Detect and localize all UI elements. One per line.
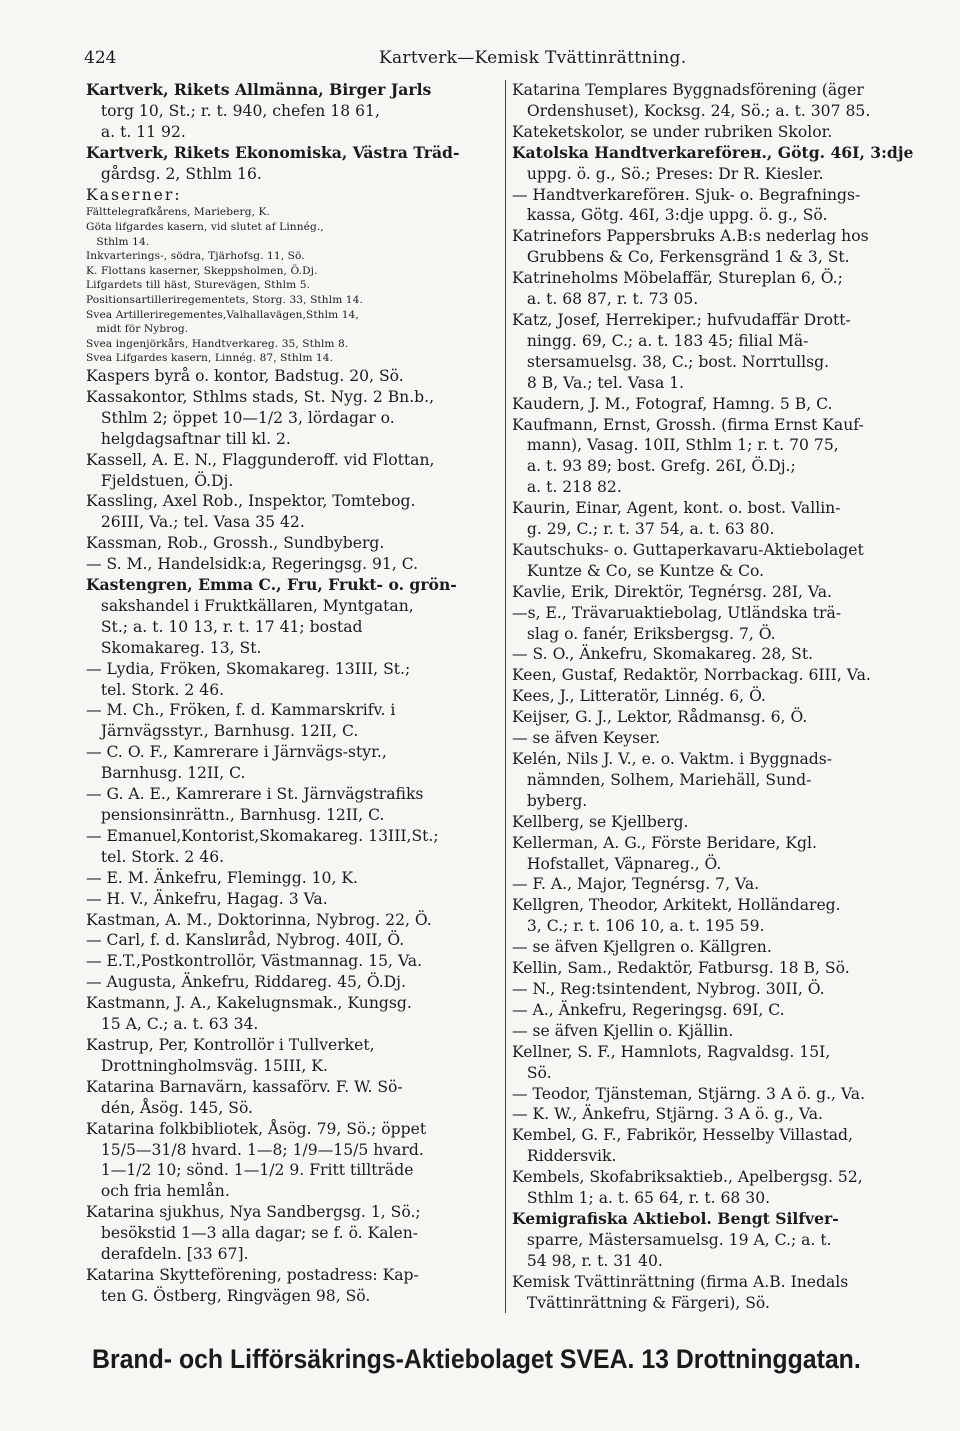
directory-entry-line: Kassakontor, Sthlms stads, St. Nyg. 2 Bn.b.,	[86, 387, 435, 406]
directory-entry-line: 15 A, C.; a. t. 63 34.	[86, 1015, 259, 1034]
directory-entry-line: Riddersvik.	[512, 1147, 617, 1166]
directory-entry-line: Kaserner:	[86, 185, 182, 204]
left-column	[86, 80, 496, 1307]
right-column	[505, 80, 920, 1313]
directory-entry-line: Barnhusg. 12II, C.	[86, 764, 246, 783]
directory-entry-line: Kemisk Tvättinrättning (firma A.B. Inedals	[512, 1272, 849, 1291]
directory-entry-line: — Augusta, Änkefru, Riddareg. 45, Ö.Dj.	[86, 973, 406, 992]
directory-entry-line: Katrineholms Möbelaffär, Stureplan 6, Ö.;	[512, 269, 843, 288]
directory-entry-line: a. t. 218 82.	[512, 478, 622, 497]
directory-entry-line: Kellberg, se Kjellberg.	[512, 812, 689, 831]
directory-entry-line: Grubbens & Co, Ferkensgränd 1 & 3, St.	[512, 248, 850, 267]
directory-entry-line: Kartverk, Rikets Ekonomiska, Västra Träd-	[86, 142, 460, 162]
directory-entry-line: torg 10, St.; r. t. 940, chefen 18 61,	[86, 101, 380, 120]
directory-entry-line: — se äfven Kjellin o. Kjällin.	[512, 1021, 734, 1040]
directory-entry-line: —s, E., Trävaruaktiebolag, Utländska trä-	[512, 603, 842, 622]
directory-entry-line: 3, C.; r. t. 106 10, a. t. 195 59.	[512, 917, 765, 936]
directory-entry-line: Keijser, G. J., Lektor, Rådmansg. 6, Ö.	[512, 708, 808, 727]
directory-entry-line: St.; a. t. 10 13, r. t. 17 41; bostad	[86, 617, 363, 636]
directory-entry-line: — M. Ch., Fröken, f. d. Kammarskrifv. i	[86, 701, 396, 720]
directory-entry-line: Kateketskolor, se under rubriken Skolor.	[512, 122, 833, 141]
directory-entry-line: Kautschuks- o. Guttaperkavaru-Aktiebolaget	[512, 540, 864, 559]
directory-entry-line: Katarina Templares Byggnadsförening (äger	[512, 81, 864, 99]
directory-entry-line: Kaurin, Einar, Agent, kont. o. bost. Vallin-	[512, 499, 841, 518]
directory-entry-line: Kastengren, Emma C., Fru, Frukt- o. grön-	[86, 575, 457, 595]
directory-entry-line: slag o. fanér, Eriksbergsg. 7, Ö.	[512, 624, 776, 643]
directory-entry-line: — se äfven Keyser.	[512, 729, 661, 748]
page-header	[84, 48, 890, 78]
directory-entry-line: Inkvarterings-, södra, Tjärhofsg. 11, Sö.	[86, 250, 305, 263]
directory-entry-line: — S. O., Änkefru, Skomakareg. 28, St.	[512, 645, 814, 664]
directory-entry-line: nämnden, Solhem, Mariehäll, Sund-	[512, 770, 812, 789]
directory-entry-line: Kastrup, Per, Kontrollör i Tullverket,	[86, 1035, 375, 1054]
page-number: 424	[84, 48, 117, 68]
directory-entry-line: Skomakareg. 13, St.	[86, 638, 262, 657]
directory-entry-line: tel. Stork. 2 46.	[86, 680, 225, 699]
directory-entry-line: Kembel, G. F., Fabrikör, Hesselby Villastad,	[512, 1126, 853, 1145]
footer-advertisement: Brand- och Lifförsäkrings-Aktiebolaget SVEA. 13 Drottninggatan.	[92, 1344, 861, 1374]
directory-entry-line: Kuntze & Co, se Kuntze & Co.	[512, 561, 765, 580]
directory-entry-line: Kavlie, Erik, Direktör, Tegnérsg. 28I, Va.	[512, 582, 833, 601]
directory-entry-line: Katrinefors Pappersbruks A.B:s nederlag hos	[512, 227, 869, 246]
directory-entry-line: derafdeln. [33 67].	[86, 1245, 249, 1264]
directory-entry-line: — Carl, f. d. Kanslиråd, Nybrog. 40II, Ö.	[86, 931, 405, 950]
directory-entry-line: Katarina sjukhus, Nya Sandbergsg. 1, Sö.;	[86, 1203, 421, 1222]
directory-entry-line: Katarina Barnavärn, kassaförv. F. W. Sö-	[86, 1077, 403, 1096]
directory-entry-line: Kastmann, J. A., Kakelugnsmak., Kungsg.	[86, 994, 412, 1013]
directory-entry-line: — se äfven Kjellgren o. Källgren.	[512, 938, 772, 957]
directory-entry-line: Göta lifgardes kasern, vid slutet af Linnég.,	[86, 221, 324, 234]
directory-entry-line: 26III, Va.; tel. Vasa 35 42.	[86, 513, 305, 532]
directory-entry-line: Kaspers byrå o. kontor, Badstug. 20, Sö.	[86, 366, 404, 385]
directory-entry-line: Keen, Gustaf, Redaktör, Norrbackag. 6III, Va.	[512, 666, 871, 685]
directory-entry-line: — E. M. Änkefru, Flemingg. 10, K.	[86, 868, 358, 887]
directory-entry-line: g. 29, C.; r. t. 37 54, a. t. 63 80.	[512, 520, 775, 539]
directory-entry-line: Katarina folkbibliotek, Åsög. 79, Sö.; öppet	[86, 1119, 427, 1138]
directory-entry-line: helgdagsaftnar till kl. 2.	[86, 429, 291, 448]
directory-entry-line: ningg. 69, C.; a. t. 183 45; filial Mä-	[512, 331, 809, 350]
directory-entry-line: a. t. 11 92.	[86, 122, 186, 141]
directory-entry-line: Hofstallet, Väpnareg., Ö.	[512, 854, 722, 873]
directory-entry-line: — E.T.,Postkontrollör, Västmannag. 15, Va.	[86, 952, 423, 971]
directory-entry-line: — F. A., Major, Tegnérsg. 7, Va.	[512, 875, 760, 894]
directory-entry-line: Kassling, Axel Rob., Inspektor, Tomtebog.	[86, 492, 416, 511]
directory-entry-line: Sthlm 14.	[86, 235, 150, 248]
directory-entry-line: — G. A. E., Kamrerare i St. Järnvägstrafiks	[86, 785, 424, 804]
directory-entry-line: Kassell, A. E. N., Flaggunderoff. vid Flottan,	[86, 450, 435, 469]
directory-entry-line: uppg. ö. g., Sö.; Preses: Dr R. Kiesler.	[512, 164, 824, 183]
directory-entry-line: midt för Nybrog.	[86, 323, 189, 336]
directory-entry-line: Kellin, Sam., Redaktör, Fatbursg. 18 B, Sö.	[512, 959, 850, 978]
running-title: Kartverk—Kemisk Tvättinrättning.	[379, 48, 687, 68]
directory-entry-line: — Teodor, Tjänsteman, Stjärng. 3 A ö. g., Va.	[512, 1084, 866, 1103]
directory-entry-line: Lifgardets till häst, Sturevägen, Sthlm 5.	[86, 279, 310, 292]
directory-entry-line: sakshandel i Fruktkällaren, Myntgatan,	[86, 596, 414, 615]
directory-entry-line: Svea ingenjörkårs, Handtverkareg. 35, Sthlm 8.	[86, 337, 349, 350]
directory-entry-line: — Lydia, Fröken, Skomakareg. 13III, St.;	[86, 659, 411, 678]
directory-entry-line: Sö.	[512, 1063, 552, 1082]
directory-entry-line: Fjeldstuen, Ö.Dj.	[86, 471, 234, 490]
directory-entry-line: Kelén, Nils J. V., e. o. Vaktm. i Byggnads-	[512, 750, 833, 768]
directory-entry-line: sparre, Mästersamuelsg. 19 A, C.; a. t.	[512, 1230, 832, 1249]
directory-entry-line: — N., Reg:tsintendent, Nybrog. 30II, Ö.	[512, 979, 825, 998]
directory-entry-line: Ordenshuset), Kocksg. 24, Sö.; a. t. 307 85.	[512, 101, 871, 120]
directory-entry-line: Katarina Skytteförening, postadress: Kap-	[86, 1265, 419, 1284]
directory-entry-line: Sthlm 2; öppet 10—1/2 3, lördagar o.	[86, 408, 395, 427]
directory-entry-line: gårdsg. 2, Sthlm 16.	[86, 164, 262, 183]
directory-entry-line: Kastman, A. M., Doktorinna, Nybrog. 22, Ö.	[86, 910, 432, 929]
directory-entry-line: besökstid 1—3 alla dagar; se f. ö. Kalen-	[86, 1224, 419, 1243]
directory-entry-line: 54 98, r. t. 31 40.	[512, 1251, 663, 1270]
directory-entry-line: Katz, Josef, Herrekiper.; hufvudaffär Drott-	[512, 310, 851, 329]
directory-entry-line: 1—1/2 10; sönd. 1—1/2 9. Fritt tillträde	[86, 1161, 414, 1180]
directory-entry-line: — Handtverkareföreн. Sjuk- o. Begrafnings-	[512, 185, 861, 204]
directory-entry-line: Sthlm 1; a. t. 65 64, r. t. 68 30.	[512, 1189, 771, 1208]
directory-entry-line: 8 B, Va.; tel. Vasa 1.	[512, 373, 685, 392]
directory-entry-line: Kellgren, Theodor, Arkitekt, Holländareg.	[512, 896, 841, 915]
directory-entry-line: pensionsinrättn., Barnhusg. 12II, C.	[86, 806, 385, 824]
directory-entry-line: Kaufmann, Ernst, Grossh. (firma Ernst Kauf-	[512, 415, 864, 434]
directory-entry-line: a. t. 93 89; bost. Grefg. 26I, Ö.Dj.;	[512, 457, 796, 476]
directory-entry-line: 15/5—31/8 hvard. 1—8; 1/9—15/5 hvard.	[86, 1140, 424, 1159]
directory-entry-line: Svea Lifgardes kasern, Linnég. 87, Sthlm 14.	[86, 352, 334, 365]
directory-entry-line: tel. Stork. 2 46.	[86, 847, 225, 866]
directory-entry-line: — C. O. F., Kamrerare i Järnvägs-styr.,	[86, 743, 387, 762]
directory-entry-line: Kellner, S. F., Hamnlots, Ragvaldsg. 15I,	[512, 1042, 831, 1061]
directory-entry-line: K. Flottans kaserner, Skeppsholmen, Ö.Dj.	[86, 264, 318, 277]
directory-entry-line: — Emanuel,Kontorist,Skomakareg. 13III,St.;	[86, 826, 439, 845]
directory-entry-line: dén, Åsög. 145, Sö.	[86, 1098, 254, 1117]
directory-entry-line: Kees, J., Litteratör, Linnég. 6, Ö.	[512, 687, 766, 706]
directory-entry-line: Kassman, Rob., Grossh., Sundbyberg.	[86, 534, 385, 553]
directory-entry-line: ten G. Östberg, Ringvägen 98, Sö.	[86, 1286, 371, 1305]
directory-entry-line: Katolska Handtverkareförен., Götg. 46I, 3:dje	[512, 142, 914, 162]
directory-entry-line: — K. W., Änkefru, Stjärng. 3 A ö. g., Va.	[512, 1105, 823, 1124]
directory-entry-line: Kellerman, A. G., Förste Beridare, Kgl.	[512, 833, 817, 852]
directory-entry-line: Kaudern, J. M., Fotograf, Hamng. 5 B, C.	[512, 394, 833, 413]
directory-entry-line: och fria hemlån.	[86, 1182, 230, 1201]
directory-entry-line: stersamuelsg. 38, C.; bost. Norrtullsg.	[512, 352, 830, 371]
directory-entry-line: — S. M., Handelsidk:a, Regeringsg. 91, C.	[86, 555, 419, 574]
directory-entry-line: Svea Artilleriregementes,Valhallavägen,Sthlm 14,	[86, 308, 359, 321]
directory-entry-line: — A., Änkefru, Regeringsg. 69I, C.	[512, 1000, 785, 1019]
directory-entry-line: Fälttelegrafkårens, Marieberg, K.	[86, 206, 271, 219]
directory-entry-line: kassa, Götg. 46I, 3:dje uppg. ö. g., Sö.	[512, 206, 828, 225]
directory-entry-line: byberg.	[512, 791, 588, 810]
directory-entry-line: Järnvägsstyr., Barnhusg. 12II, C.	[86, 722, 359, 741]
directory-entry-line: mann), Vasag. 10II, Sthlm 1; r. t. 70 75,	[512, 436, 839, 455]
directory-entry-line: Tvättinrättning & Färgeri), Sö.	[512, 1293, 770, 1312]
directory-entry-line: Drottningholmsväg. 15III, K.	[86, 1056, 328, 1075]
directory-entry-line: a. t. 68 87, r. t. 73 05.	[512, 290, 699, 309]
directory-entry-line: Positionsartilleriregementets, Storg. 33, Sthlm 14.	[86, 294, 363, 306]
directory-entry-line: Kembels, Skofabriksaktieb., Apelbergsg. 52,	[512, 1168, 863, 1187]
directory-entry-line: Kemigrafiska Aktiebol. Bengt Silfver-	[512, 1208, 839, 1228]
directory-entry-line: Kartverk, Rikets Allmänna, Birger Jarls	[86, 80, 432, 99]
directory-entry-line: — H. V., Änkefru, Hagag. 3 Va.	[86, 889, 328, 908]
